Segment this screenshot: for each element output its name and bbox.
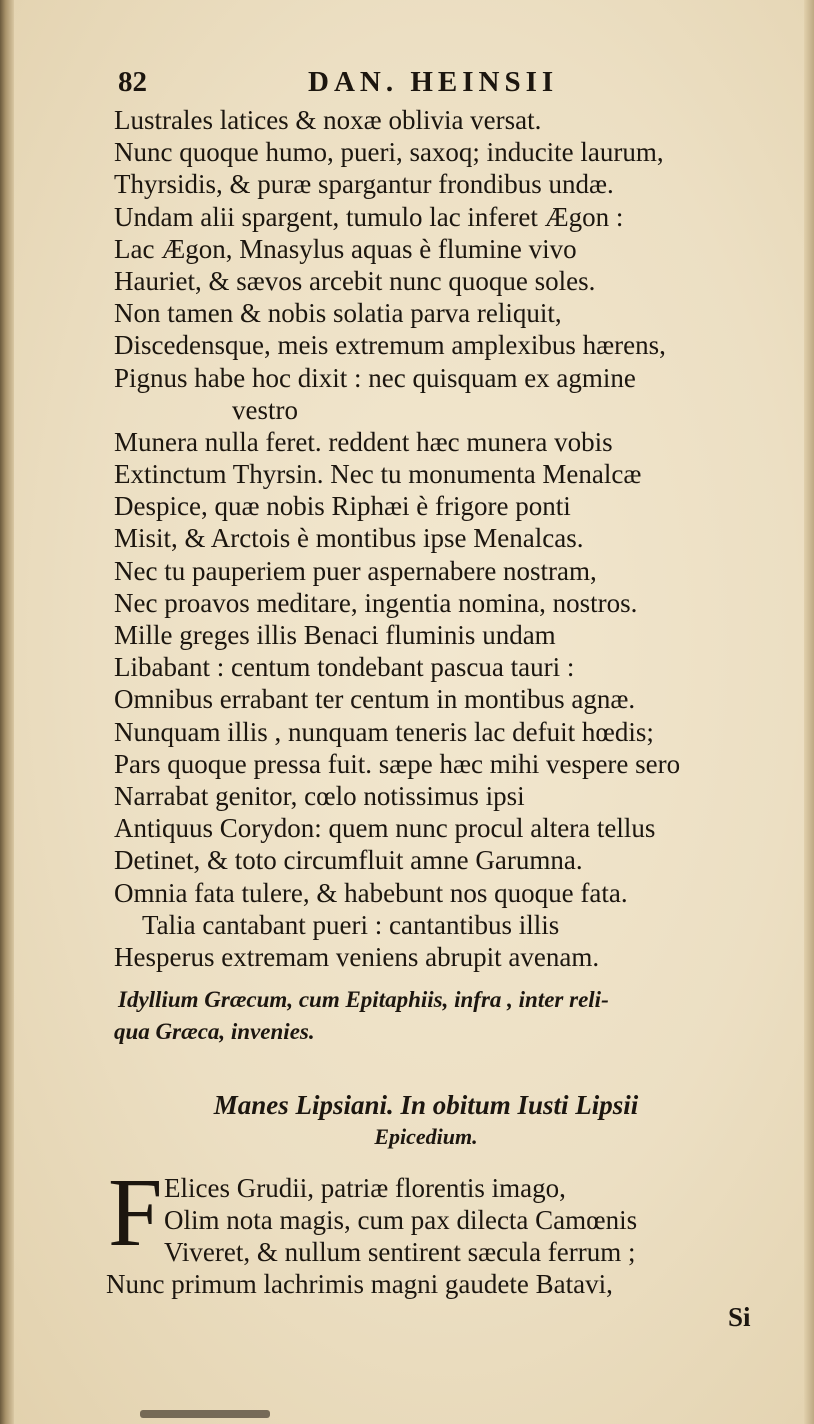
verse-line: Pars quoque pressa fuit. sæpe hæc mihi vespere sero [114, 748, 681, 779]
verse-line: Omnibus errabant ter centum in montibus agnæ. [114, 684, 636, 715]
page-binding-edge [0, 0, 14, 1424]
verse-line: Despice, quæ nobis Riphæi è frigore ponti [114, 491, 571, 522]
drop-cap: F [108, 1159, 163, 1267]
verse-line-indented: Talia cantabant pueri : cantantibus illis [142, 909, 560, 940]
verse-block [114, 104, 774, 973]
verse-line: Hesperus extremam veniens abrupit avenam. [114, 941, 600, 972]
running-head: DAN. HEINSII [308, 66, 559, 98]
verse-line: Extinctum Thyrsin. Nec tu monumenta Menalcæ [114, 459, 642, 490]
verse-line: Nec tu pauperiem puer aspernabere nostram, [114, 555, 597, 586]
catchword: Si [728, 1302, 751, 1332]
verse-line: Omnia fata tulere, & habebunt nos quoque fata. [114, 877, 628, 908]
verse-line: Misit, & Arctois è montibus ipse Menalcas. [114, 523, 584, 554]
verse-line: Nec proavos meditare, ingentia nomina, nostros. [114, 587, 638, 618]
verse-line: Antiquus Corydon: quem nunc procul altera tellus [114, 813, 656, 844]
verse-line: Libabant : centum tondebant pascua tauri : [114, 652, 575, 683]
bottom-shadow [140, 1410, 270, 1418]
verse-line: Non tamen & nobis solatia parva reliquit, [114, 298, 562, 329]
page-right-edge [804, 0, 814, 1424]
poem-line: Nunc primum lachrimis magni gaudete Batavi, [106, 1269, 613, 1299]
poem-block [106, 1172, 764, 1300]
verse-line: Lac Ægon, Mnasylus aquas è flumine vivo [114, 233, 577, 264]
editorial-note [114, 984, 758, 1048]
verse-line-continuation: vestro [232, 394, 298, 425]
verse-line: Mille greges illis Benaci fluminis undam [114, 620, 556, 650]
verse-line: Nunquam illis , nunquam teneris lac defuit hœdis; [114, 716, 654, 747]
note-line: Idyllium Græcum, cum Epitaphiis, infra , inter reli- [118, 987, 609, 1012]
page-number: 82 [118, 66, 147, 98]
page-header [118, 66, 598, 100]
verse-line: Munera nulla feret. reddent hæc munera vobis [114, 426, 613, 457]
verse-line: Discedensque, meis extremum amplexibus hærens, [114, 330, 666, 361]
verse-line: Nunc quoque humo, pueri, saxoq; inducite laurum, [114, 137, 664, 168]
poem-line: Olim nota magis, cum pax dilecta Camœnis [164, 1205, 638, 1235]
poem-line: Elices Grudii, patriæ florentis imago, [164, 1173, 566, 1203]
section-subtitle: Epicedium. [374, 1124, 478, 1149]
poem-line: Viveret, & nullum sentirent sæcula ferrum ; [164, 1237, 636, 1267]
section-title: Manes Lipsiani. In obitum Iusti Lipsii [213, 1090, 639, 1120]
verse-line: Pignus habe hoc dixit : nec quisquam ex agmine [114, 362, 636, 393]
verse-line: Lustrales latices & noxæ oblivia versat. [114, 105, 542, 135]
verse-line: Hauriet, & sævos arcebit nunc quoque soles. [114, 265, 596, 296]
verse-line: Narrabat genitor, cœlo notissimus ipsi [114, 780, 525, 811]
verse-line: Undam alii spargent, tumulo lac inferet Ægon : [114, 201, 624, 232]
verse-line: Thyrsidis, & puræ spargantur frondibus undæ. [114, 169, 614, 200]
verse-line: Detinet, & toto circumfluit amne Garumna. [114, 845, 583, 876]
note-line: qua Græca, invenies. [114, 1019, 315, 1044]
